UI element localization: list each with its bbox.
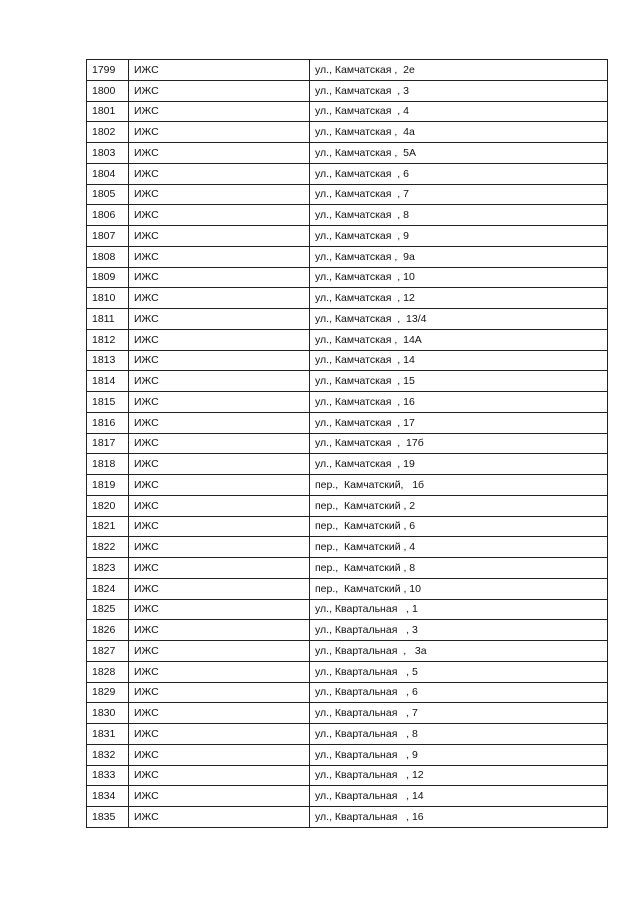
- cell-row-number: 1813: [87, 350, 129, 371]
- cell-object-type: ИЖС: [129, 786, 310, 807]
- cell-row-number: 1829: [87, 682, 129, 703]
- cell-object-type: ИЖС: [129, 661, 310, 682]
- cell-object-type: ИЖС: [129, 537, 310, 558]
- cell-address: ул., Камчатская , 16: [310, 392, 608, 413]
- cell-address: ул., Камчатская , 14: [310, 350, 608, 371]
- table-row: [87, 350, 608, 371]
- cell-row-number: 1805: [87, 184, 129, 205]
- cell-object-type: ИЖС: [129, 184, 310, 205]
- registry-table: [86, 59, 608, 828]
- cell-row-number: 1825: [87, 599, 129, 620]
- cell-address: ул., Квартальная , 1: [310, 599, 608, 620]
- cell-address: ул., Квартальная , 8: [310, 724, 608, 745]
- cell-row-number: 1804: [87, 163, 129, 184]
- cell-row-number: 1802: [87, 122, 129, 143]
- cell-object-type: ИЖС: [129, 641, 310, 662]
- table-row: [87, 122, 608, 143]
- table-row: [87, 537, 608, 558]
- cell-address: ул., Камчатская , 13/4: [310, 309, 608, 330]
- table-row: [87, 495, 608, 516]
- cell-object-type: ИЖС: [129, 101, 310, 122]
- table-row: [87, 392, 608, 413]
- table-row: [87, 661, 608, 682]
- cell-address: ул., Камчатская , 4: [310, 101, 608, 122]
- table-row: [87, 620, 608, 641]
- cell-address: ул., Квартальная , 12: [310, 765, 608, 786]
- cell-object-type: ИЖС: [129, 80, 310, 101]
- cell-row-number: 1828: [87, 661, 129, 682]
- cell-object-type: ИЖС: [129, 433, 310, 454]
- cell-object-type: ИЖС: [129, 495, 310, 516]
- cell-row-number: 1819: [87, 475, 129, 496]
- cell-row-number: 1834: [87, 786, 129, 807]
- cell-row-number: 1809: [87, 267, 129, 288]
- cell-object-type: ИЖС: [129, 682, 310, 703]
- cell-address: ул., Камчатская , 4а: [310, 122, 608, 143]
- table-row: [87, 288, 608, 309]
- cell-object-type: ИЖС: [129, 163, 310, 184]
- table-row: [87, 163, 608, 184]
- table-row: [87, 226, 608, 247]
- cell-address: ул., Камчатская , 10: [310, 267, 608, 288]
- cell-row-number: 1830: [87, 703, 129, 724]
- cell-row-number: 1811: [87, 309, 129, 330]
- cell-row-number: 1807: [87, 226, 129, 247]
- cell-address: пер., Камчатский , 6: [310, 516, 608, 537]
- cell-address: ул., Камчатская , 17б: [310, 433, 608, 454]
- cell-row-number: 1835: [87, 807, 129, 828]
- cell-object-type: ИЖС: [129, 703, 310, 724]
- cell-address: ул., Квартальная , 3а: [310, 641, 608, 662]
- table-row: [87, 786, 608, 807]
- cell-row-number: 1803: [87, 143, 129, 164]
- cell-object-type: ИЖС: [129, 392, 310, 413]
- table-row: [87, 329, 608, 350]
- cell-address: ул., Камчатская , 7: [310, 184, 608, 205]
- cell-row-number: 1808: [87, 246, 129, 267]
- table-row: [87, 309, 608, 330]
- cell-address: пер., Камчатский , 4: [310, 537, 608, 558]
- cell-address: ул., Камчатская , 5А: [310, 143, 608, 164]
- cell-row-number: 1826: [87, 620, 129, 641]
- table-row: [87, 641, 608, 662]
- table-row: [87, 765, 608, 786]
- table-row: [87, 475, 608, 496]
- cell-row-number: 1817: [87, 433, 129, 454]
- cell-row-number: 1799: [87, 60, 129, 81]
- cell-address: ул., Квартальная , 7: [310, 703, 608, 724]
- cell-address: ул., Камчатская , 6: [310, 163, 608, 184]
- cell-row-number: 1800: [87, 80, 129, 101]
- cell-row-number: 1816: [87, 412, 129, 433]
- table-row: [87, 433, 608, 454]
- table-row: [87, 703, 608, 724]
- table-row: [87, 60, 608, 81]
- cell-object-type: ИЖС: [129, 288, 310, 309]
- cell-row-number: 1801: [87, 101, 129, 122]
- table-row: [87, 80, 608, 101]
- table-row: [87, 599, 608, 620]
- cell-row-number: 1806: [87, 205, 129, 226]
- table-row: [87, 246, 608, 267]
- cell-object-type: ИЖС: [129, 516, 310, 537]
- table-row: [87, 205, 608, 226]
- cell-address: пер., Камчатский, 1б: [310, 475, 608, 496]
- cell-object-type: ИЖС: [129, 454, 310, 475]
- cell-object-type: ИЖС: [129, 226, 310, 247]
- cell-object-type: ИЖС: [129, 724, 310, 745]
- cell-object-type: ИЖС: [129, 599, 310, 620]
- cell-row-number: 1824: [87, 578, 129, 599]
- cell-address: ул., Квартальная , 5: [310, 661, 608, 682]
- cell-address: ул., Камчатская , 9а: [310, 246, 608, 267]
- cell-object-type: ИЖС: [129, 765, 310, 786]
- cell-row-number: 1831: [87, 724, 129, 745]
- table-row: [87, 578, 608, 599]
- cell-row-number: 1814: [87, 371, 129, 392]
- cell-object-type: ИЖС: [129, 578, 310, 599]
- cell-row-number: 1832: [87, 744, 129, 765]
- cell-address: ул., Камчатская , 14А: [310, 329, 608, 350]
- table-row: [87, 101, 608, 122]
- cell-object-type: ИЖС: [129, 122, 310, 143]
- cell-object-type: ИЖС: [129, 350, 310, 371]
- cell-row-number: 1823: [87, 558, 129, 579]
- registry-table-body: [87, 60, 608, 828]
- cell-address: ул., Камчатская , 9: [310, 226, 608, 247]
- cell-row-number: 1810: [87, 288, 129, 309]
- cell-object-type: ИЖС: [129, 309, 310, 330]
- cell-address: ул., Квартальная , 14: [310, 786, 608, 807]
- cell-address: ул., Камчатская , 12: [310, 288, 608, 309]
- table-row: [87, 412, 608, 433]
- cell-object-type: ИЖС: [129, 475, 310, 496]
- cell-object-type: ИЖС: [129, 329, 310, 350]
- cell-address: ул., Камчатская , 2е: [310, 60, 608, 81]
- cell-address: ул., Квартальная , 16: [310, 807, 608, 828]
- table-row: [87, 454, 608, 475]
- table-row: [87, 516, 608, 537]
- cell-row-number: 1818: [87, 454, 129, 475]
- cell-object-type: ИЖС: [129, 807, 310, 828]
- table-row: [87, 724, 608, 745]
- cell-address: пер., Камчатский , 2: [310, 495, 608, 516]
- table-row: [87, 744, 608, 765]
- cell-object-type: ИЖС: [129, 371, 310, 392]
- cell-object-type: ИЖС: [129, 744, 310, 765]
- cell-address: ул., Квартальная , 6: [310, 682, 608, 703]
- cell-address: ул., Квартальная , 9: [310, 744, 608, 765]
- cell-row-number: 1820: [87, 495, 129, 516]
- cell-object-type: ИЖС: [129, 143, 310, 164]
- cell-object-type: ИЖС: [129, 246, 310, 267]
- table-row: [87, 184, 608, 205]
- cell-row-number: 1822: [87, 537, 129, 558]
- cell-row-number: 1833: [87, 765, 129, 786]
- cell-address: пер., Камчатский , 8: [310, 558, 608, 579]
- table-row: [87, 267, 608, 288]
- cell-address: ул., Квартальная , 3: [310, 620, 608, 641]
- table-row: [87, 682, 608, 703]
- table-row: [87, 371, 608, 392]
- cell-address: ул., Камчатская , 8: [310, 205, 608, 226]
- cell-object-type: ИЖС: [129, 267, 310, 288]
- cell-row-number: 1815: [87, 392, 129, 413]
- cell-object-type: ИЖС: [129, 620, 310, 641]
- table-row: [87, 807, 608, 828]
- cell-address: ул., Камчатская , 15: [310, 371, 608, 392]
- cell-address: ул., Камчатская , 17: [310, 412, 608, 433]
- table-row: [87, 143, 608, 164]
- cell-object-type: ИЖС: [129, 558, 310, 579]
- cell-object-type: ИЖС: [129, 60, 310, 81]
- cell-address: ул., Камчатская , 19: [310, 454, 608, 475]
- cell-object-type: ИЖС: [129, 412, 310, 433]
- cell-row-number: 1821: [87, 516, 129, 537]
- cell-row-number: 1812: [87, 329, 129, 350]
- table-row: [87, 558, 608, 579]
- cell-row-number: 1827: [87, 641, 129, 662]
- cell-object-type: ИЖС: [129, 205, 310, 226]
- cell-address: ул., Камчатская , 3: [310, 80, 608, 101]
- cell-address: пер., Камчатский , 10: [310, 578, 608, 599]
